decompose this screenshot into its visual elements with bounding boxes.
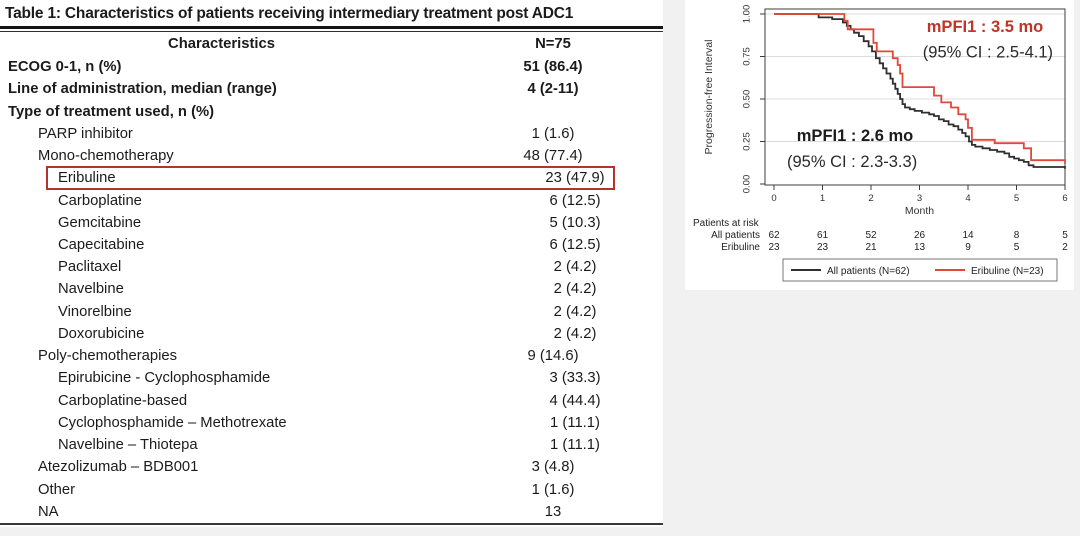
row-label: Paclitaxel <box>58 259 122 276</box>
y-axis-label: Progression-free Interval <box>703 39 715 155</box>
risk-value: 21 <box>865 242 877 253</box>
row-value: 13 <box>544 503 562 520</box>
annotation-text: mPFI1 : 3.5 mo <box>926 17 1044 36</box>
y-tick-label: 0.25 <box>741 132 753 151</box>
row-label: Capecitabine <box>58 236 145 253</box>
x-tick-label: 2 <box>868 193 874 204</box>
row-value: 3 (4.8) <box>531 459 575 476</box>
risk-value: 5 <box>1013 242 1020 253</box>
risk-row-label: All patients <box>711 230 760 241</box>
table-row <box>0 78 663 100</box>
table-title: Table 1: Characteristics of patients receiving intermediary treatment post ADC1 <box>5 5 574 22</box>
x-tick-label: 0 <box>771 193 777 204</box>
table-row <box>0 501 663 523</box>
row-label: NA <box>38 503 59 520</box>
row-label: Doxorubicine <box>58 325 145 342</box>
table-row <box>0 56 663 78</box>
table-row <box>0 367 663 389</box>
risk-value: 5 <box>1062 230 1068 241</box>
row-label: Navelbine – Thiotepa <box>58 437 198 454</box>
row-value: 2 (4.2) <box>553 281 597 298</box>
row-label: Eribuline <box>58 170 116 187</box>
row-value: 23 (47.9) <box>545 170 605 187</box>
table-row <box>0 456 663 478</box>
row-label: Carboplatine <box>58 192 142 209</box>
risk-value: 52 <box>865 230 877 241</box>
table-bottom-rule <box>0 523 663 525</box>
legend-label: Eribuline (N=23) <box>971 266 1044 277</box>
x-axis-label: Month <box>904 205 935 217</box>
row-value: 1 (11.1) <box>550 414 600 431</box>
row-value: 1 (11.1) <box>550 437 600 454</box>
table-row <box>0 478 663 500</box>
row-value: 6 (12.5) <box>549 236 601 253</box>
y-tick-label: 1.00 <box>741 4 753 24</box>
km-curve-all-patients <box>774 14 1065 172</box>
row-value: 48 (77.4) <box>523 148 583 165</box>
table-row <box>0 189 663 211</box>
row-value: 6 (12.5) <box>549 192 601 209</box>
row-value: 9 (14.6) <box>527 348 579 365</box>
row-value: 2 (4.2) <box>553 303 597 320</box>
column-header-n: N=75 <box>535 36 571 52</box>
characteristics-rows <box>0 56 663 523</box>
risk-value: 62 <box>768 230 780 241</box>
row-label: Navelbine <box>58 281 124 298</box>
risk-value: 2 <box>1062 242 1068 253</box>
row-label: Carboplatine-based <box>58 392 188 409</box>
y-tick-label: 0.50 <box>741 89 753 109</box>
x-tick-label: 6 <box>1062 193 1068 204</box>
risk-value: 14 <box>962 230 974 241</box>
table-row <box>0 390 663 412</box>
row-label: Vinorelbine <box>58 303 132 320</box>
km-chart-panel <box>685 0 1074 290</box>
row-label: Epirubicine - Cyclophosphamide <box>58 370 271 387</box>
row-value: 2 (4.2) <box>553 259 597 276</box>
row-value: 4 (2-11) <box>527 81 579 98</box>
table-row <box>0 256 663 278</box>
row-label: PARP inhibitor <box>38 125 133 142</box>
table-header-row <box>0 32 663 56</box>
row-value: 3 (33.3) <box>549 370 601 387</box>
y-tick-label: 0.75 <box>741 47 753 66</box>
row-label: ECOG 0-1, n (%) <box>8 59 122 76</box>
row-label: Cyclophosphamide – Methotrexate <box>58 414 287 431</box>
row-value: 5 (10.3) <box>549 214 601 231</box>
table-row <box>0 345 663 367</box>
y-tick-label: 0.00 <box>741 174 753 194</box>
legend-label: All patients (N=62) <box>827 266 910 277</box>
row-label: Line of administration, median (range) <box>8 81 277 98</box>
annotation-text: mPFI1 : 2.6 mo <box>796 126 914 145</box>
row-label: Mono-chemotherapy <box>38 148 174 165</box>
x-tick-label: 4 <box>965 193 971 204</box>
table-row <box>0 323 663 345</box>
annotation-text: (95% CI : 2.3-3.3) <box>786 153 918 172</box>
table-row <box>0 234 663 256</box>
row-value: 2 (4.2) <box>553 325 597 342</box>
row-value: 1 (1.6) <box>531 481 575 498</box>
table-row <box>0 278 663 300</box>
risk-value: 13 <box>913 242 926 253</box>
table-row <box>0 212 663 234</box>
risk-value: 23 <box>768 242 780 253</box>
row-label: Poly-chemotherapies <box>38 348 177 365</box>
column-header-characteristics: Characteristics <box>168 36 275 52</box>
table-row <box>0 301 663 323</box>
risk-value: 23 <box>816 242 829 253</box>
table-row <box>0 412 663 434</box>
risk-value: 8 <box>1013 230 1020 241</box>
risk-value: 61 <box>816 230 829 241</box>
risk-row-label: Eribuline <box>721 242 760 253</box>
row-label: Gemcitabine <box>58 214 142 231</box>
annotation-text: (95% CI : 2.5-4.1) <box>922 43 1054 62</box>
risk-table-title: Patients at risk <box>693 218 759 229</box>
table-row <box>0 123 663 145</box>
x-tick-label: 3 <box>916 193 923 204</box>
row-value: 1 (1.6) <box>531 125 575 142</box>
table-row <box>0 145 663 167</box>
row-label: Type of treatment used, n (%) <box>8 103 215 120</box>
row-label: Atezolizumab – BDB001 <box>38 459 199 476</box>
row-value: 4 (44.4) <box>549 392 601 409</box>
risk-value: 9 <box>965 242 971 253</box>
x-tick-label: 5 <box>1013 193 1020 204</box>
row-value: 51 (86.4) <box>523 59 583 76</box>
x-tick-label: 1 <box>819 193 826 204</box>
risk-value: 26 <box>913 230 926 241</box>
table-row <box>0 434 663 456</box>
row-label: Other <box>38 481 76 498</box>
table-row <box>0 167 663 189</box>
km-chart <box>685 0 1074 290</box>
table-row <box>0 100 663 122</box>
